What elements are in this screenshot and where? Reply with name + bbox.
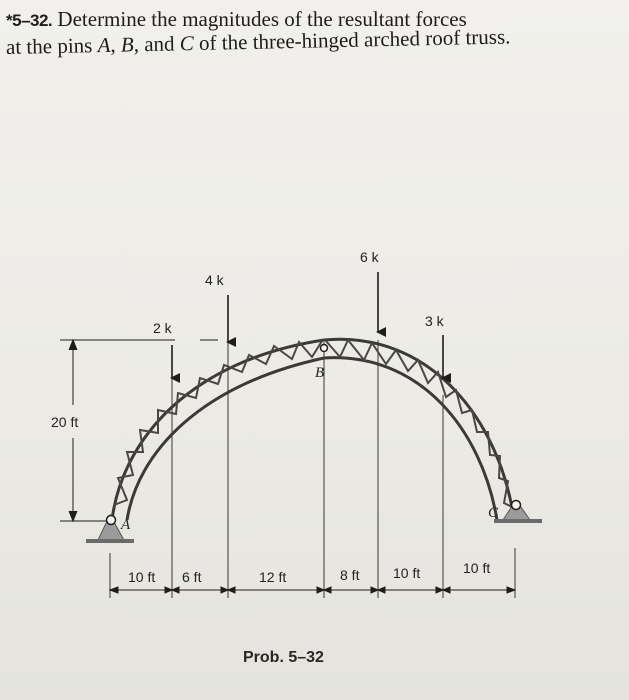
load-label-6k: 6 k bbox=[360, 249, 379, 265]
problem-line-2-suffix: of the three-hinged arched roof truss. bbox=[198, 24, 511, 55]
span-label-6: 10 ft bbox=[463, 560, 491, 576]
height-dimension-label: 20 ft bbox=[51, 414, 79, 430]
span-label-1: 10 ft bbox=[128, 569, 156, 585]
problem-number: *5–32. bbox=[6, 11, 53, 30]
problem-line-1-text: Determine the magnitudes of the resultant forces bbox=[57, 7, 467, 31]
inner-chord-right bbox=[324, 358, 497, 520]
load-label-3k: 3 k bbox=[425, 313, 444, 329]
pin-a-figure-label: A bbox=[121, 517, 131, 533]
pin-c-label: C bbox=[179, 31, 195, 56]
outer-chord-right bbox=[324, 339, 514, 520]
span-label-3: 12 ft bbox=[259, 569, 287, 585]
pin-b-hinge bbox=[321, 345, 328, 352]
pin-b-label: B bbox=[120, 32, 134, 57]
pin-c-figure-label: C bbox=[488, 505, 499, 521]
span-dimension-line bbox=[110, 587, 515, 593]
truss-web-right bbox=[326, 340, 512, 507]
span-label-4: 8 ft bbox=[340, 567, 360, 583]
problem-line-2-prefix: at the pins bbox=[5, 33, 93, 59]
separator-1: , bbox=[110, 32, 116, 57]
span-label-2: 6 ft bbox=[182, 569, 202, 585]
reference-lines bbox=[110, 340, 515, 598]
support-c bbox=[494, 500, 542, 523]
separator-2: , and bbox=[133, 31, 175, 57]
inner-chord-left bbox=[127, 358, 324, 520]
load-label-2k: 2 k bbox=[153, 320, 172, 336]
load-label-4k: 4 k bbox=[205, 272, 224, 288]
pin-b-figure-label: B bbox=[315, 365, 325, 381]
pin-a-label: A bbox=[97, 32, 111, 58]
figure-caption: Prob. 5–32 bbox=[243, 649, 324, 666]
span-label-5: 10 ft bbox=[393, 565, 421, 581]
